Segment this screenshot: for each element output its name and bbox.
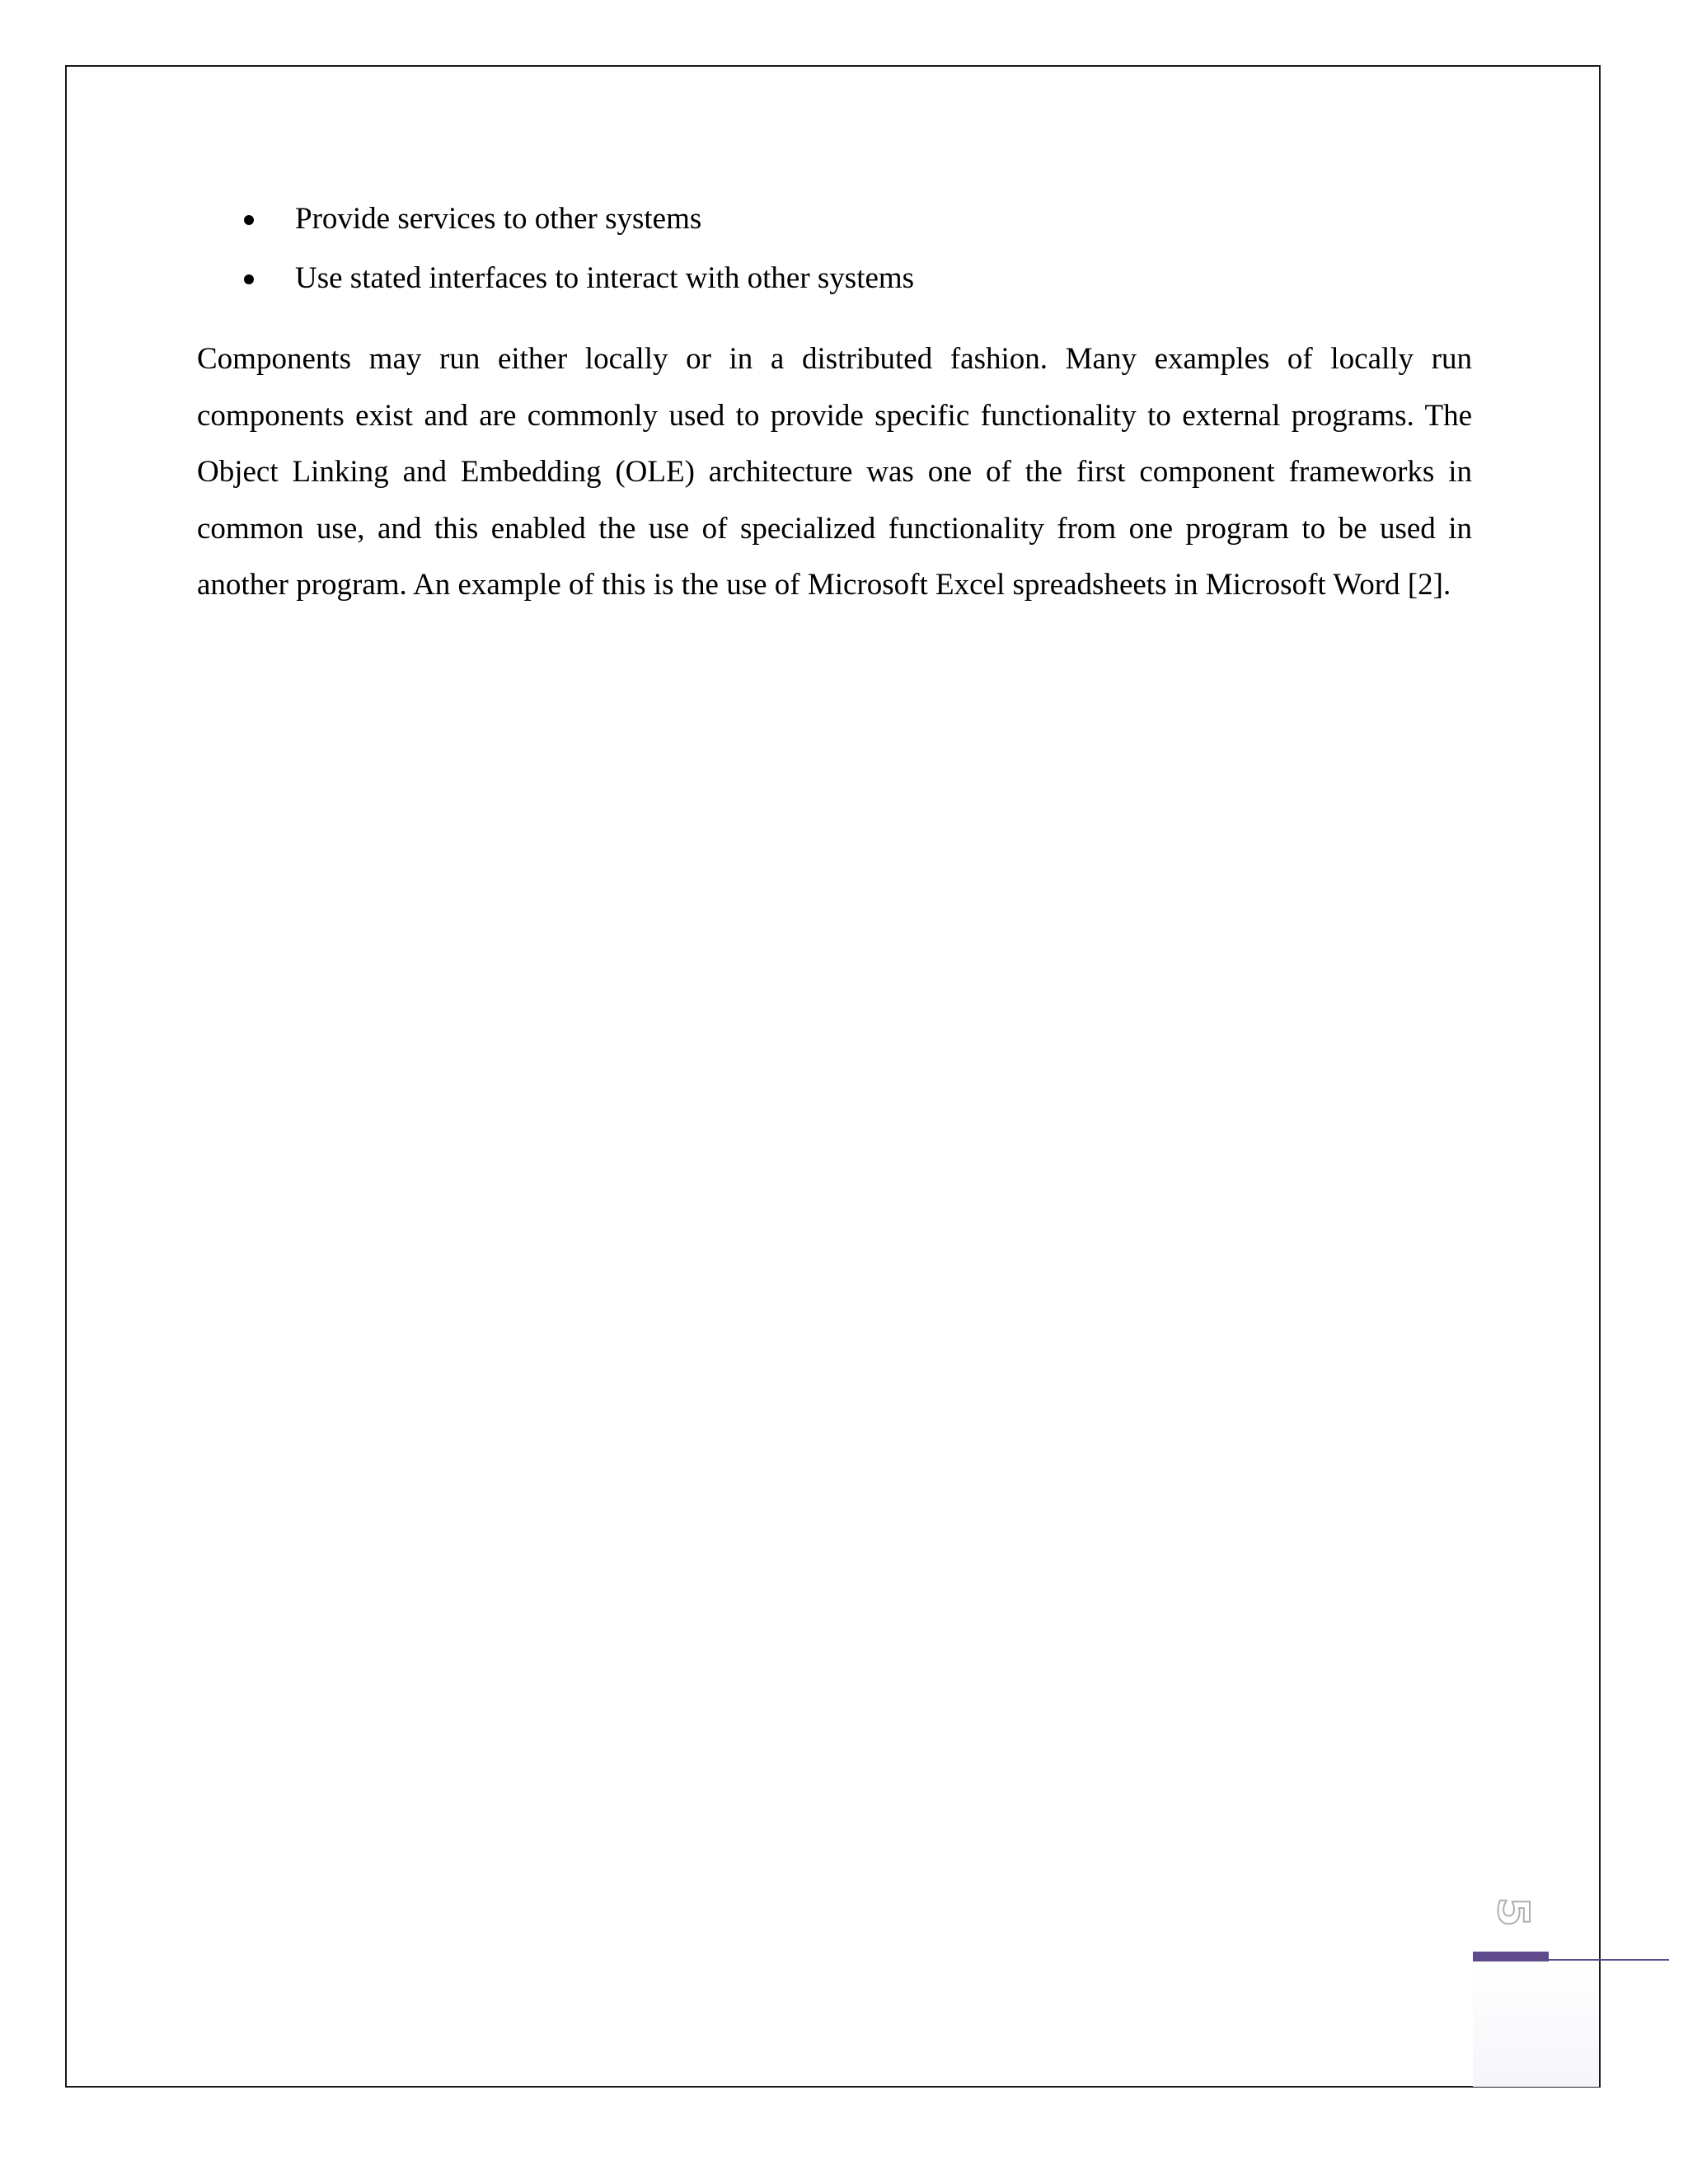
bullet-item xyxy=(197,249,1472,308)
page-number-bar xyxy=(1473,1952,1549,1961)
bullet-item xyxy=(197,190,1472,249)
bullet-list xyxy=(197,190,1472,308)
page-number-line xyxy=(1549,1959,1669,1961)
body-paragraph: Components may run either locally or in a distributed fashion. Many examples of locally run components exist and are commonly used to provide specific functionality to external programs. The Object Linking and Embedding (OLE) architecture was one of the first component frameworks in common use, and this enabled the use of specialized functionality from one program to be used in another program. An example of this is the use of Microsoft Excel spreadsheets in Microsoft Word [2]. xyxy=(197,342,1472,602)
page-content xyxy=(197,190,1472,614)
bullet-icon xyxy=(244,215,254,225)
page-number: 5 xyxy=(1488,1896,1537,1928)
corner-shade xyxy=(1473,1961,1599,2087)
bullet-text: Provide services to other systems xyxy=(295,202,702,236)
bullet-text: Use stated interfaces to interact with other systems xyxy=(295,261,915,295)
bullet-icon xyxy=(244,274,254,284)
